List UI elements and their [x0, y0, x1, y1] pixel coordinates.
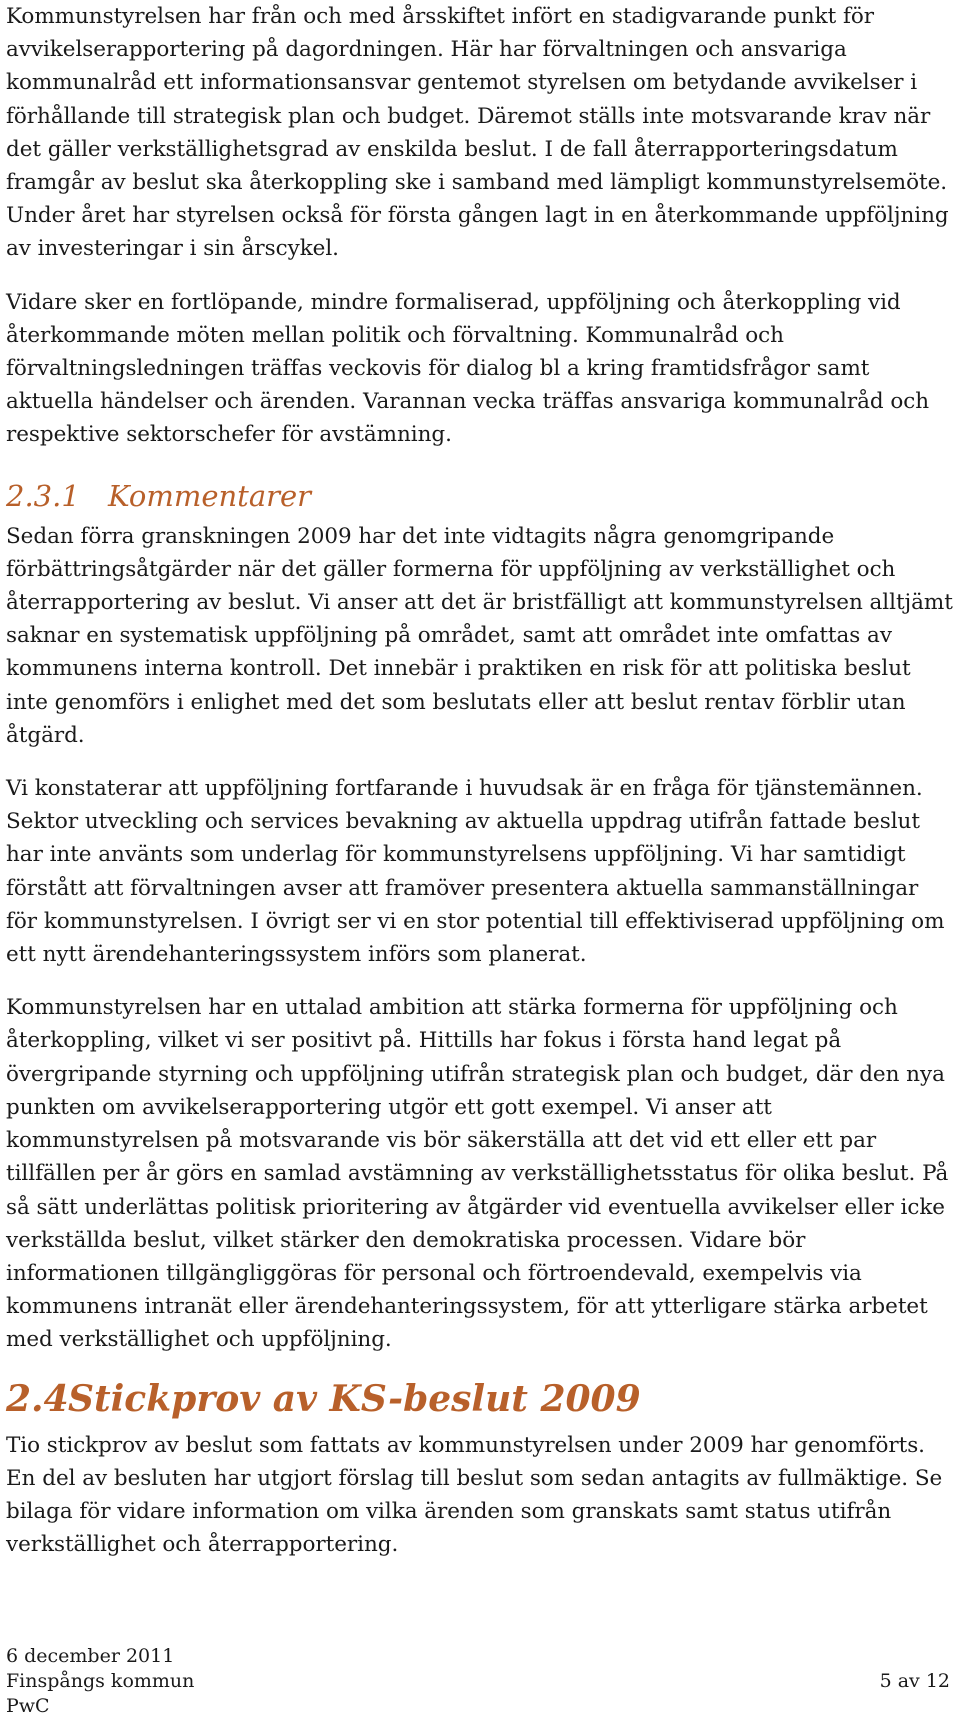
page-number: 5 av 12 — [879, 1670, 950, 1692]
page-footer — [6, 1644, 950, 1719]
section-heading-2-4 — [6, 1373, 954, 1425]
body-paragraph: Vi konstaterar att uppföljning fortfarande i huvudsak är en fråga för tjänstemännen. Sektor utveckling och services bevakning av aktuella uppdrag utifrån fattade beslut har inte använts som underlag för kommunstyrelsens uppföljning. Vi har samtidigt förstått att förvaltningen avser att framöver presentera aktuella sammanställningar för kommunstyrelsen. I övrigt ser vi en stor potential till effektiviserad uppföljning om ett nytt ärendehanteringssystem införs som planerat. — [6, 776, 945, 968]
body-paragraph: Vidare sker en fortlöpande, mindre formaliserad, uppföljning och återkoppling vid återkommande möten mellan politik och förvaltning. Kommunalråd och förvaltningsledningen träffas veckovis för dialog bl a kring framtidsfrågor samt aktuella händelser och ärenden. Varannan vecka träffas ansvariga kommunalråd och respektive sektorschefer för avstämning. — [6, 289, 930, 448]
body-paragraph: Tio stickprov av beslut som fattats av kommunstyrelsen under 2009 har genomförts. En del av besluten har utgjort förslag till beslut som sedan antagits av fullmäktige. Se bilaga för vidare information om vilka ärenden som granskats samt status utifrån verkställighet och återrapportering. — [6, 1432, 943, 1558]
footer-date: 6 december 2011 — [6, 1645, 175, 1667]
section-number: 2.4 — [6, 1377, 69, 1420]
body-paragraph: Sedan förra granskningen 2009 har det inte vidtagits några genomgripande förbättringsåtgärder när det gäller formerna för uppföljning av verkställighet och återrapportering av beslut. Vi anser att det är bristfälligt att kommunstyrelsen alltjämt saknar en systematisk uppföljning på området, samt att området inte omfattas av kommunens interna kontroll. Det innebär i praktiken en risk för att politiska beslut inte genomförs i enlighet med det som beslutats eller att beslut rentav förblir utan åtgärd. — [6, 523, 953, 748]
body-paragraph: Kommunstyrelsen har en uttalad ambition att stärka formerna för uppföljning och återkoppling, vilket vi ser positivt på. Hittills har fokus i första hand legat på övergripande styrning och uppföljning utifrån strategisk plan och budget, där den nya punkten om avvikelserapportering utgör ett gott exempel. Vi anser att kommunstyrelsen på motsvarande vis bör säkerställa att det vid ett eller ett par tillfällen per år görs en samlad avstämning av verkställighetsstatus för olika beslut. På så sätt underlättas politisk prioritering av åtgärder vid eventuella avvikelser eller icke verkställda beslut, vilket stärker den demokratiska processen. Vidare bör informationen tillgängliggöras för personal och förtroendevald, exempelvis via kommunens intranät eller ärendehanteringssystem, för att ytterligare stärka arbetet med verkställighet och uppföljning. — [6, 995, 949, 1353]
section-title: Stickprov av KS-beslut 2009 — [68, 1377, 641, 1420]
section-number: 2.3.1 — [6, 478, 80, 513]
section-title: Kommentarer — [108, 478, 312, 513]
footer-organization: Finspångs kommun — [6, 1670, 195, 1692]
document-page — [6, 0, 954, 1561]
section-heading-2-3-1 — [6, 474, 954, 518]
footer-company: PwC — [6, 1695, 50, 1717]
body-paragraph: Kommunstyrelsen har från och med årsskiftet infört en stadigvarande punkt för avvikelserapportering på dagordningen. Här har förvaltningen och ansvariga kommunalråd ett informationsansvar gentemot styrelsen om betydande avvikelser i förhållande till strategisk plan och budget. Däremot ställs inte motsvarande krav när det gäller verkställighetsgrad av enskilda beslut. I de fall återrapporteringsdatum framgår av beslut ska återkoppling ske i samband med lämpligt kommunstyrelsemöte. Under året har styrelsen också för första gången lagt in en återkommande uppföljning av investeringar i sin årscykel. — [6, 4, 949, 262]
